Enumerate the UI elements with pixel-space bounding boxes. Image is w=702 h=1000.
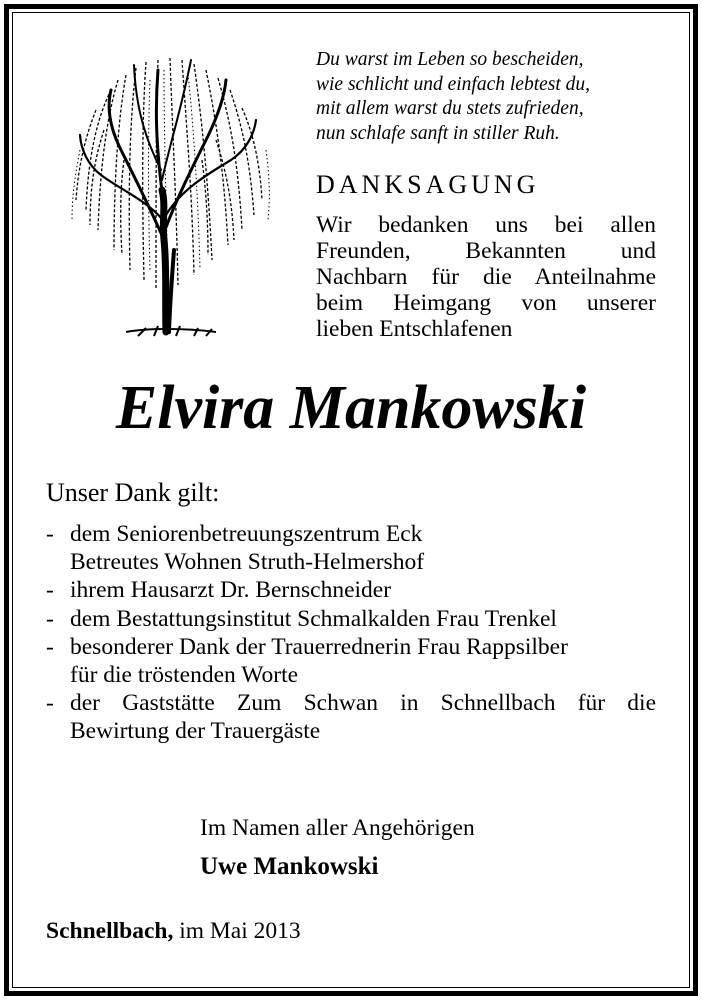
list-item-line: für die tröstenden Worte (70, 662, 299, 689)
poem-line: nun schlafe sanft in stiller Ruh. (316, 122, 560, 144)
list-marker: - (46, 521, 54, 547)
list-marker: - (46, 690, 54, 717)
intro-line: lieben Entschlafenen (316, 316, 513, 342)
list-item-line: Betreutes Wohnen Struth-Helmershof (70, 549, 425, 576)
thanks-heading: Unser Dank gilt: (46, 478, 220, 507)
list-item-line: dem Bestattungsinstitut Schmalkalden Frau Trenkel (70, 605, 557, 632)
heading-danksagung: DANKSAGUNG (316, 170, 540, 199)
list-marker: - (46, 605, 54, 632)
thanks-list (46, 520, 656, 746)
list-item (46, 605, 656, 633)
poem-line: wie schlicht und einfach lebtest du, (316, 73, 591, 95)
list-item (46, 633, 656, 689)
poem-line: mit allem warst du stets zufrieden, (316, 98, 584, 119)
deceased-name: Elvira Mankowski (115, 374, 587, 442)
list-item (46, 520, 656, 576)
list-marker: - (46, 577, 54, 604)
intro-line: Nachbarn für die Anteilnahme (316, 264, 656, 290)
list-item-line: Bewirtung der Trauergäste (70, 718, 321, 745)
signature-name: Uwe Mankowski (200, 853, 379, 880)
weeping-willow-tree-icon (66, 40, 276, 340)
place: Schnellbach, (46, 918, 174, 944)
intro-line: beim Heimgang von unserer (316, 290, 656, 316)
list-item-line: besonderer Dank der Trauerrednerin Frau Rappsilber (70, 633, 568, 660)
date: im Mai 2013 (179, 918, 301, 944)
intro-line: Wir bedanken uns bei allen (316, 212, 656, 238)
list-item (46, 576, 656, 604)
signature-prefix: Im Namen aller Angehörigen (200, 815, 475, 841)
list-item (46, 689, 656, 745)
list-item-line: ihrem Hausarzt Dr. Bernschneider (70, 577, 392, 604)
memorial-poem (316, 48, 656, 146)
list-item-line: der Gaststätte Zum Schwan in Schnellbach für die (70, 690, 656, 717)
intro-paragraph (316, 212, 656, 342)
list-marker: - (46, 633, 54, 660)
list-item-line: dem Seniorenbetreuungszentrum Eck (70, 521, 423, 547)
poem-line: Du warst im Leben so bescheiden, (316, 49, 584, 70)
place-date (46, 918, 301, 945)
intro-line: Freunden, Bekannten und (316, 238, 656, 264)
